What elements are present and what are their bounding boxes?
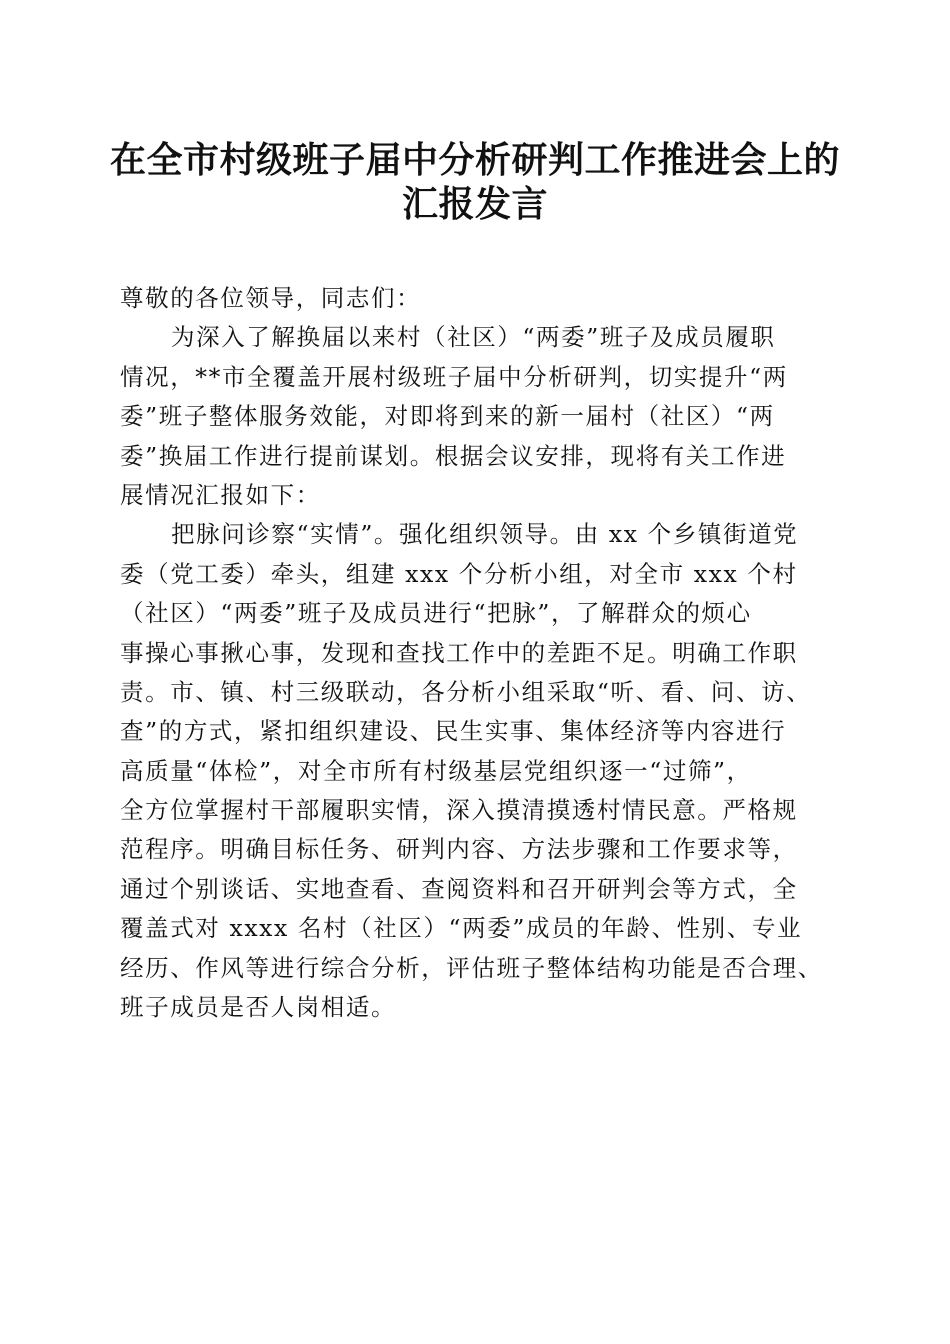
paragraph-line: 通过个别谈话、实地查看、查阅资料和召开研判会等方式，全 (120, 874, 798, 903)
paragraph-line: 委（党工委）牵头，组建 xxx 个分析小组，对全市 xxx 个村 (120, 559, 798, 588)
paragraph-line: 经历、作风等进行综合分析，评估班子整体结构功能是否合理、 (120, 953, 823, 982)
salutation: 尊敬的各位领导，同志们： (120, 284, 422, 312)
paragraph-2 (120, 515, 835, 1027)
paragraph-line: 覆盖式对 xxxx 名村（社区）“两委”成员的年龄、性别、专业 (120, 914, 803, 943)
paragraph-line: （社区）“两委”班子及成员进行“把脉”，了解群众的烦心 (120, 599, 752, 628)
paragraph-line: 范程序。明确目标任务、研判内容、方法步骤和工作要求等， (120, 835, 798, 864)
paragraph-line: 展情况汇报如下： (120, 480, 321, 509)
title-line-1: 在全市村级班子届中分析研判工作推进会上的 (110, 139, 841, 181)
paragraph-1 (120, 318, 835, 515)
paragraph-line: 查”的方式，紧扣组织建设、民生实事、集体经济等内容进行 (120, 717, 787, 746)
paragraph-line: 班子成员是否人岗相适。 (120, 993, 397, 1022)
paragraph-line: 高质量“体检”，对全市所有村级基层党组织逐一“过筛”， (120, 756, 752, 785)
paragraph-line: 委”换届工作进行提前谋划。根据会议安排，现将有关工作进 (120, 441, 787, 470)
paragraph-line: 为深入了解换届以来村（社区）“两委”班子及成员履职 (171, 323, 776, 352)
title-line-2: 汇报发言 (401, 183, 548, 225)
paragraph-line: 委”班子整体服务效能，对即将到来的新一届村（社区）“两 (120, 402, 775, 431)
paragraph-line: 责。市、镇、村三级联动，各分析小组采取“听、看、问、访、 (120, 677, 812, 706)
document-title (110, 138, 840, 226)
paragraph-line: 全方位掌握村干部履职实情，深入摸清摸透村情民意。严格规 (120, 796, 798, 825)
paragraph-line: 情况，**市全覆盖开展村级班子届中分析研判，切实提升“两 (120, 362, 788, 391)
paragraph-line: 事操心事揪心事，发现和查找工作中的差距不足。明确工作职 (120, 638, 798, 667)
paragraph-line: 把脉问诊察“实情”。强化组织领导。由 xx 个乡镇街道党 (171, 520, 799, 549)
document-body (120, 279, 835, 1027)
